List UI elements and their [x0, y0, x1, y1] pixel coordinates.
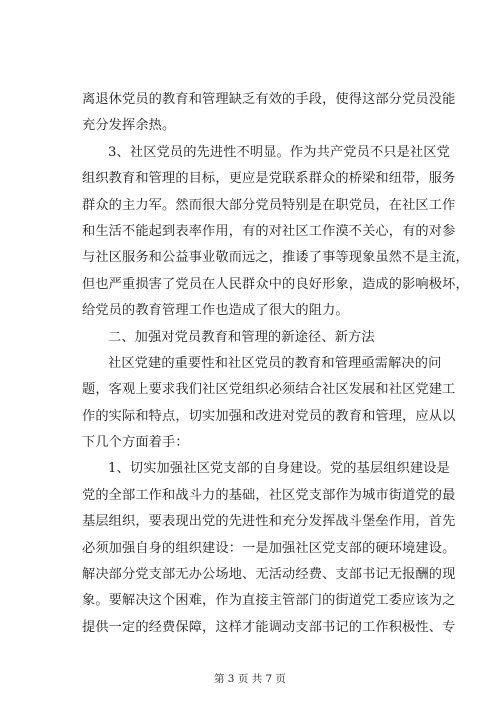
- text-line: 与社区服务和公益事业敬而远之，推诿了事等现象虽然不是主流，: [82, 250, 469, 266]
- text-line: 必须加强自身的组织建设：一是加强社区党支部的硬环境建设。: [82, 540, 456, 556]
- text-line: 象。要解决这个困难，作为直接主管部门的街道党工委应该为之: [82, 593, 456, 609]
- text-line: 离退休党员的教育和管理缺乏有效的手段，使得这部分党员没能: [82, 92, 456, 107]
- section-heading: 二、加强对党员教育和管理的新途径、新方法: [108, 329, 375, 345]
- text-line: 群众的主力军。然而很大部分党员特别是在职党员，在社区工作: [82, 197, 456, 213]
- text-line: 解决部分党支部无办公场地、无活动经费、支部书记无报酬的现: [82, 567, 456, 583]
- text-line: 和生活不能起到表率作用，有的对社区工作漠不关心，有的对参: [82, 223, 456, 239]
- text-line: 提供一定的经费保障，这样才能调动支部书记的工作积极性、专: [82, 619, 456, 635]
- section-item-heading: 1、切实加强社区党支部的自身建设。党的基层组织建设是: [108, 461, 450, 477]
- text-line: 组织教育和管理的目标，更应是党联系群众的桥梁和纽带，服务: [82, 171, 456, 187]
- text-line: 作的实际和特点，切实加强和改进对党员的教育和管理，应从以: [82, 408, 456, 424]
- text-line: 题，客观上要求我们社区党组织必须结合社区发展和社区党建工: [82, 382, 456, 398]
- text-line: 充分发挥余热。: [82, 118, 176, 134]
- text-line: 给党员的教育管理工作也造成了很大的阻力。: [82, 303, 349, 319]
- text-line: 但也严重损害了党员在人民群众中的良好形象，造成的影响极坏，: [82, 276, 469, 292]
- document-body: [82, 87, 469, 641]
- text-line: 基层组织，要表现出党的先进性和充分发挥战斗堡垒作用，首先: [82, 514, 456, 530]
- text-line: 社区党建的重要性和社区党员的教育和管理亟需解决的问: [108, 355, 442, 371]
- page-number-footer: 第 3 页 共 7 页: [213, 673, 287, 685]
- text-line: 下几个方面着手：: [82, 435, 189, 451]
- text-line: 党的全部工作和战斗力的基础，社区党支部作为城市街道党的最: [82, 487, 456, 503]
- section-item-heading: 3、社区党员的先进性不明显。作为共产党员不只是社区党: [108, 144, 450, 160]
